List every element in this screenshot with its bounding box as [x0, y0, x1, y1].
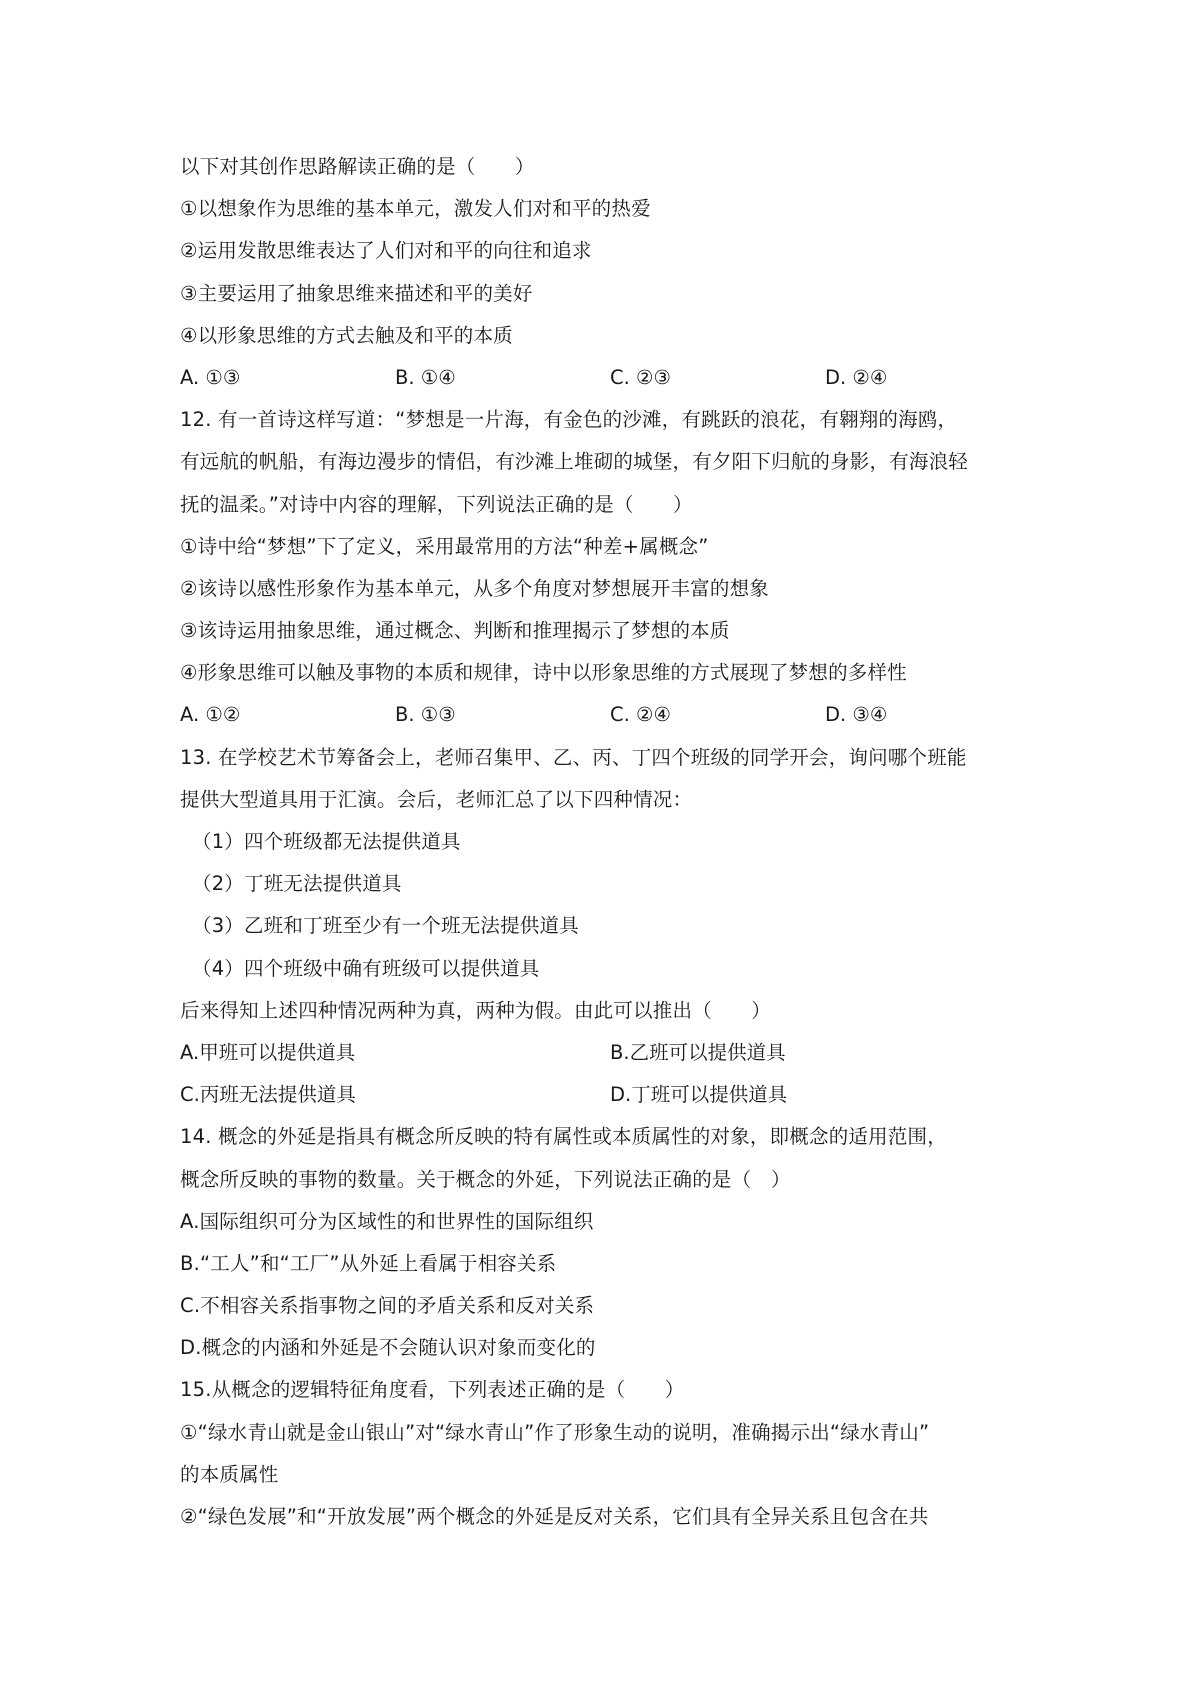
q12-options: [180, 694, 1040, 736]
q12-stem-line-3: 抚的温柔。”对诗中内容的理解，下列说法正确的是（ ）: [180, 492, 693, 516]
q11-option-b: B. ①④: [395, 365, 456, 389]
q12-item-4: ④形象思维可以触及事物的本质和规律，诗中以形象思维的方式展现了梦想的多样性: [180, 661, 907, 685]
q13-options-row-1: [180, 1032, 1040, 1074]
q11-item-2: ②运用发散思维表达了人们对和平的向往和追求: [180, 239, 592, 263]
q11-option-d: D. ②④: [825, 365, 888, 389]
q11-item-3: ③主要运用了抽象思维来描述和平的美好: [180, 281, 533, 305]
q12-stem-line-2: 有远航的帆船，有海边漫步的情侣，有沙滩上堆砌的城堡，有夕阳下归航的身影，有海浪轻: [180, 450, 969, 474]
q12-option-d: D. ③④: [825, 703, 888, 727]
q13-item-4: （4）四个班级中确有班级可以提供道具: [192, 956, 540, 980]
q13-option-b: B.乙班可以提供道具: [610, 1040, 786, 1064]
q11-options: [180, 357, 1040, 399]
q11-option-c: C. ②③: [610, 365, 671, 389]
q13-item-3: （3）乙班和丁班至少有一个班无法提供道具: [192, 914, 579, 938]
q11-item-1: ①以想象作为思维的基本单元，激发人们对和平的热爱: [180, 197, 651, 221]
q14-option-a: A.国际组织可分为区域性的和世界性的国际组织: [180, 1209, 594, 1233]
q14-stem-line-1: 14. 概念的外延是指具有概念所反映的特有属性或本质属性的对象，即概念的适用范围，: [180, 1125, 947, 1149]
q13-stem-line-1: 13. 在学校艺术节筹备会上，老师召集甲、乙、丙、丁四个班级的同学开会，询问哪个班能: [180, 745, 967, 769]
q13-item-1: （1）四个班级都无法提供道具: [192, 830, 461, 853]
q15-item-1: ①“绿水青山就是金山银山”对“绿水青山”作了形象生动的说明，准确揭示出“绿水青山”: [180, 1420, 930, 1444]
q13-question: 后来得知上述四种情况两种为真，两种为假。由此可以推出（ ）: [180, 998, 772, 1022]
q13-option-d: D.丁班可以提供道具: [610, 1083, 788, 1107]
q13-stem-line-2: 提供大型道具用于汇演。会后，老师汇总了以下四种情况：: [180, 787, 693, 811]
q12-option-c: C. ②④: [610, 703, 671, 727]
q15-item-1-cont: 的本质属性: [180, 1462, 279, 1486]
q12-item-2: ②该诗以感性形象作为基本单元，从多个角度对梦想展开丰富的想象: [180, 576, 769, 600]
q15-item-2: ②“绿色发展”和“开放发展”两个概念的外延是反对关系，它们具有全异关系且包含在共: [180, 1505, 929, 1528]
q11-stem: 以下对其创作思路解读正确的是（ ）: [180, 155, 535, 178]
q13-options-row-2: [180, 1074, 1040, 1116]
q11-item-4: ④以形象思维的方式去触及和平的本质: [180, 323, 513, 347]
q11-option-a: A. ①③: [180, 365, 241, 389]
q14-option-d: D.概念的内涵和外延是不会随认识对象而变化的: [180, 1336, 596, 1360]
q12-stem-line-1: 12. 有一首诗这样写道：“梦想是一片海，有金色的沙滩，有跳跃的浪花，有翱翔的海鸥，: [180, 408, 958, 432]
q13-option-a: A.甲班可以提供道具: [180, 1040, 356, 1064]
q12-item-1: ①诗中给“梦想”下了定义，采用最常用的方法“种差+属概念”: [180, 534, 709, 558]
q13-option-c: C.丙班无法提供道具: [180, 1083, 356, 1107]
q12-item-3: ③该诗运用抽象思维，通过概念、判断和推理揭示了梦想的本质: [180, 619, 730, 643]
exam-page: [180, 146, 1040, 1538]
q12-option-a: A. ①②: [180, 703, 241, 727]
q12-option-b: B. ①③: [395, 703, 456, 727]
q14-stem-line-2: 概念所反映的事物的数量。关于概念的外延，下列说法正确的是（ ）: [180, 1167, 791, 1191]
q15-stem: 15.从概念的逻辑特征角度看，下列表述正确的是（ ）: [180, 1378, 685, 1402]
q14-option-c: C.不相容关系指事物之间的矛盾关系和反对关系: [180, 1294, 595, 1318]
q13-item-2: （2）丁班无法提供道具: [192, 872, 402, 896]
q14-option-b: B.“工人”和“工厂”从外延上看属于相容关系: [180, 1251, 557, 1275]
